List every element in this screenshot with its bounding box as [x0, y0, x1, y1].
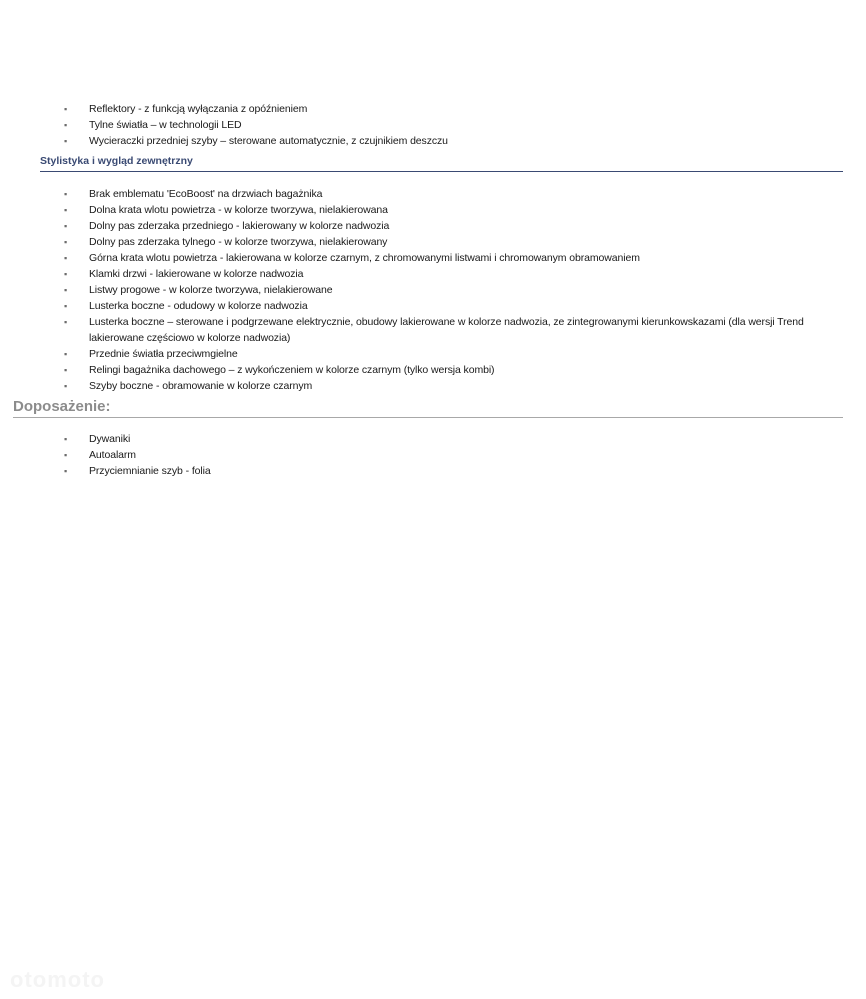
list-item — [0, 378, 866, 394]
bullet-icon: ▪ — [64, 349, 68, 359]
list-item — [0, 133, 866, 149]
bullet-icon: ▪ — [64, 221, 68, 231]
bullet-icon: ▪ — [64, 285, 68, 295]
list-item-text: Górna krata wlotu powietrza - lakierowana w kolorze czarnym, z chromowanymi listwami i chromowanym obramowaniem — [89, 252, 640, 264]
bullet-icon: ▪ — [64, 269, 68, 279]
bullet-icon: ▪ — [64, 237, 68, 247]
list-item-text: Lusterka boczne – sterowane i podgrzewane elektrycznie, obudowy lakierowane w kolorze nadwozia, ze zintegrowanymi kierunkowskazami (dla wersji Trend lakierowane częściowo w kolorze nadwozia) — [89, 316, 804, 344]
list-item — [0, 314, 866, 346]
equipment-list-lights — [0, 101, 866, 149]
list-item — [0, 282, 866, 298]
watermark-logo: otomoto — [10, 967, 105, 992]
bullet-icon: ▪ — [64, 120, 68, 130]
bullet-icon: ▪ — [64, 301, 68, 311]
list-item-text: Dolna krata wlotu powietrza - w kolorze tworzywa, nielakierowana — [89, 204, 388, 216]
list-item-text: Dolny pas zderzaka tylnego - w kolorze tworzywa, nielakierowany — [89, 236, 388, 248]
bullet-icon: ▪ — [64, 466, 68, 476]
bullet-icon: ▪ — [64, 450, 68, 460]
list-item-text: Przyciemnianie szyb - folia — [89, 465, 211, 477]
bullet-icon: ▪ — [64, 104, 68, 114]
bullet-icon: ▪ — [64, 434, 68, 444]
list-item-text: Tylne światła – w technologii LED — [89, 119, 242, 131]
list-item-text: Lusterka boczne - odudowy w kolorze nadwozia — [89, 300, 308, 312]
list-item-text: Wycieraczki przedniej szyby – sterowane automatycznie, z czujnikiem deszczu — [89, 135, 448, 147]
list-item-text: Reflektory - z funkcją wyłączania z opóźnieniem — [89, 103, 308, 115]
list-item — [0, 218, 866, 234]
bullet-icon: ▪ — [64, 381, 68, 391]
list-item — [0, 202, 866, 218]
list-item-text: Listwy progowe - w kolorze tworzywa, nielakierowane — [89, 284, 333, 296]
section-heading-styling: Stylistyka i wygląd zewnętrzny — [40, 154, 843, 172]
list-item-text: Szyby boczne - obramowanie w kolorze czarnym — [89, 380, 313, 392]
list-item-text: Przednie światła przeciwmgielne — [89, 348, 238, 360]
list-item — [0, 234, 866, 250]
list-item-text: Relingi bagażnika dachowego – z wykończeniem w kolorze czarnym (tylko wersja kombi) — [89, 364, 495, 376]
list-item — [0, 266, 866, 282]
section-heading-extras: Doposażenie: — [13, 398, 843, 418]
list-item — [0, 463, 866, 479]
bullet-icon: ▪ — [64, 253, 68, 263]
list-item-text: Dywaniki — [89, 433, 131, 445]
bullet-icon: ▪ — [64, 136, 68, 146]
list-item — [0, 117, 866, 133]
equipment-list-styling — [0, 186, 866, 394]
list-item — [0, 101, 866, 117]
bullet-icon: ▪ — [64, 365, 68, 375]
list-item — [0, 447, 866, 463]
list-item — [0, 431, 866, 447]
bullet-icon: ▪ — [64, 205, 68, 215]
list-item — [0, 250, 866, 266]
list-item-text: Autoalarm — [89, 449, 136, 461]
bullet-icon: ▪ — [64, 189, 68, 199]
list-item — [0, 362, 866, 378]
list-item — [0, 186, 866, 202]
list-item-text: Brak emblematu 'EcoBoost' na drzwiach bagażnika — [89, 188, 323, 200]
equipment-list-extras — [0, 431, 866, 479]
list-item — [0, 346, 866, 362]
bullet-icon: ▪ — [64, 317, 68, 327]
list-item — [0, 298, 866, 314]
list-item-text: Klamki drzwi - lakierowane w kolorze nadwozia — [89, 268, 304, 280]
list-item-text: Dolny pas zderzaka przedniego - lakierowany w kolorze nadwozia — [89, 220, 390, 232]
